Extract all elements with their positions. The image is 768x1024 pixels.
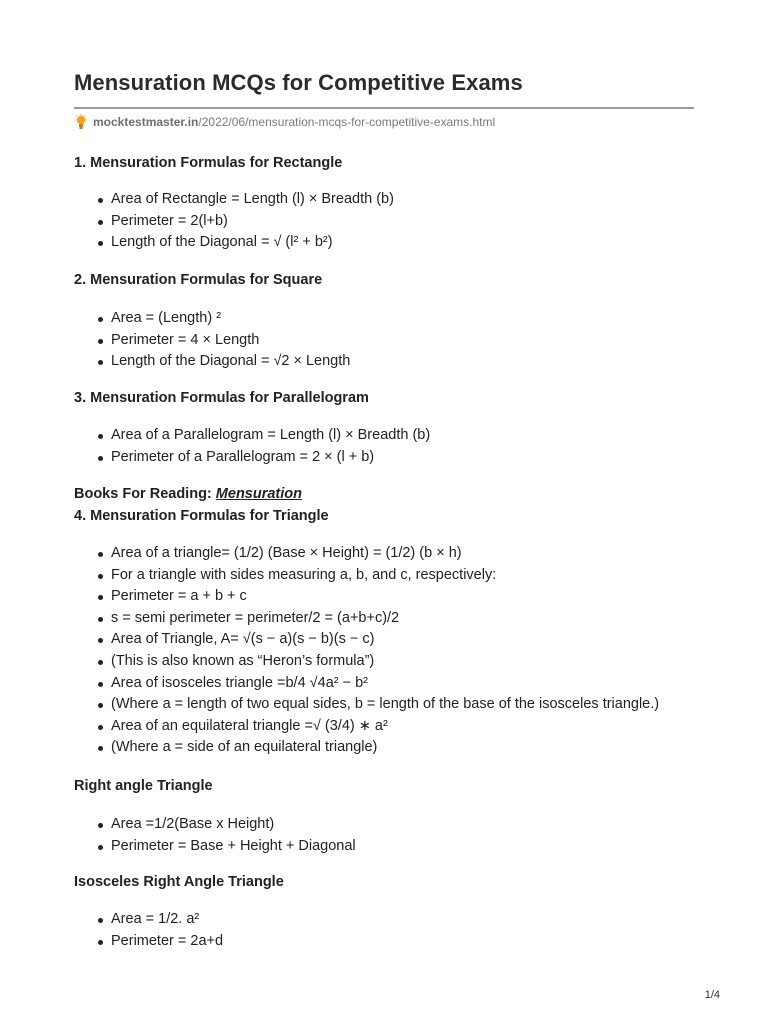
source-line <box>74 114 495 130</box>
parallelogram-formula-list <box>74 425 430 468</box>
rectangle-formula-list <box>74 189 394 254</box>
list-item: (This is also known as “Heron’s formula”) <box>74 651 659 673</box>
right-angle-triangle-formula-list <box>74 814 356 857</box>
list-item: Area of Triangle, A= √(s − a)(s − b)(s − c) <box>74 629 659 651</box>
list-item: Area of Rectangle = Length (l) × Breadth (b) <box>74 189 394 211</box>
list-item: Perimeter = 4 × Length <box>74 330 350 352</box>
section-heading-right-angle-triangle: Right angle Triangle <box>74 778 213 794</box>
list-item: Area of a Parallelogram = Length (l) × Breadth (b) <box>74 425 430 447</box>
list-item: Perimeter = 2(l+b) <box>74 211 394 233</box>
list-item: Perimeter = 2a+d <box>74 931 223 953</box>
source-domain: mocktestmaster.in <box>93 115 199 129</box>
isosceles-right-triangle-formula-list <box>74 909 223 952</box>
books-link[interactable]: Mensuration <box>215 486 302 502</box>
list-item: Perimeter = Base + Height + Diagonal <box>74 836 356 858</box>
section-heading-triangle: 4. Mensuration Formulas for Triangle <box>74 508 329 524</box>
list-item: Area = (Length) ² <box>74 308 350 330</box>
list-item: (Where a = side of an equilateral triangle) <box>74 737 659 759</box>
list-item: Perimeter = a + b + c <box>74 586 659 608</box>
triangle-formula-list <box>74 543 659 759</box>
list-item: Area =1/2(Base x Height) <box>74 814 356 836</box>
title-divider <box>74 107 694 109</box>
books-for-reading <box>74 486 302 502</box>
list-item: s = semi perimeter = perimeter/2 = (a+b+c)/2 <box>74 608 659 630</box>
list-item: Area of isosceles triangle =b/4 √4a² − b² <box>74 673 659 695</box>
square-formula-list <box>74 308 350 373</box>
list-item: Perimeter of a Parallelogram = 2 × (l + b) <box>74 447 430 469</box>
source-link[interactable] <box>93 115 495 129</box>
list-item: (Where a = length of two equal sides, b = length of the base of the isosceles triangle.) <box>74 694 659 716</box>
list-item: For a triangle with sides measuring a, b, and c, respectively: <box>74 565 659 587</box>
section-heading-rectangle: 1. Mensuration Formulas for Rectangle <box>74 155 343 171</box>
list-item: Area = 1/2. a² <box>74 909 223 931</box>
list-item: Length of the Diagonal = √2 × Length <box>74 351 350 373</box>
page-title: Mensuration MCQs for Competitive Exams <box>74 70 523 95</box>
list-item: Area of an equilateral triangle =√ (3/4) ∗ a² <box>74 716 659 738</box>
section-heading-square: 2. Mensuration Formulas for Square <box>74 272 323 288</box>
lightbulb-icon <box>74 114 88 130</box>
page-number: 1/4 <box>704 989 720 1001</box>
list-item: Area of a triangle= (1/2) (Base × Height) = (1/2) (b × h) <box>74 543 659 565</box>
section-heading-parallelogram: 3. Mensuration Formulas for Parallelogram <box>74 390 369 406</box>
books-label: Books For Reading: <box>74 486 212 502</box>
source-path: /2022/06/mensuration-mcqs-for-competitive-exams.html <box>198 115 496 129</box>
section-heading-isosceles-right-angle-triangle: Isosceles Right Angle Triangle <box>74 874 284 890</box>
list-item: Length of the Diagonal = √ (l² + b²) <box>74 232 394 254</box>
